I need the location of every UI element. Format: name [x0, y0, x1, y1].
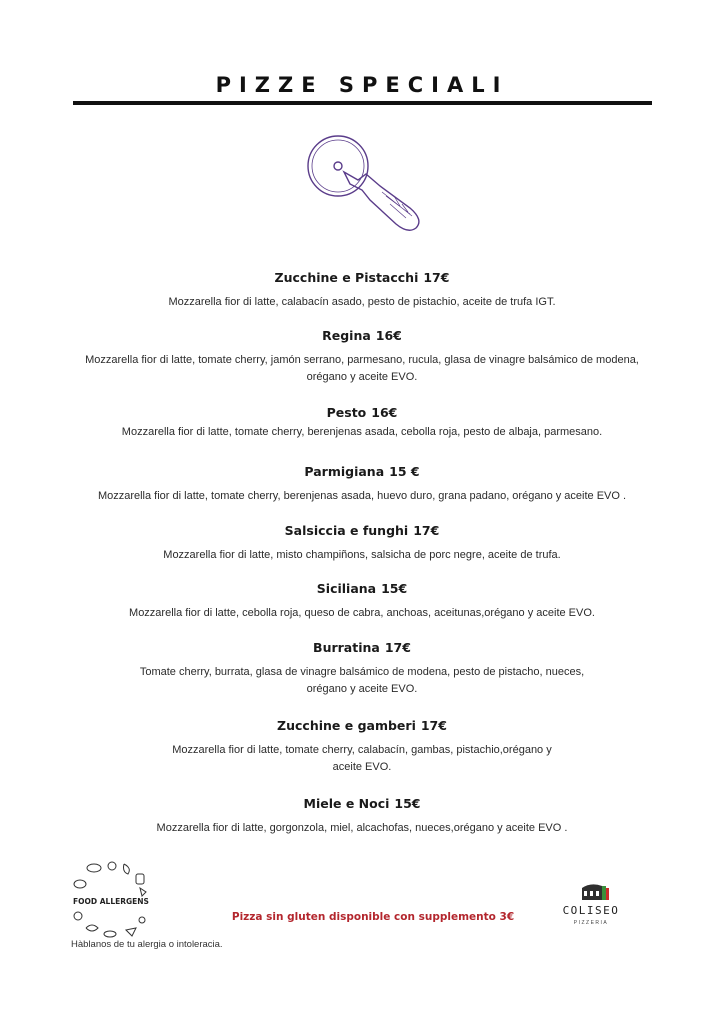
menu-item-price: 16€: [371, 405, 398, 420]
menu-item-description: Mozzarella fior di latte, misto champiñons, salsicha de porc negre, aceite de trufa.: [163, 549, 561, 561]
menu-item-title: [80, 405, 644, 420]
menu-item-price: 16€: [375, 328, 402, 343]
allergens-label: FOOD ALLERGENS: [73, 897, 149, 906]
menu-item-description: Mozzarella fior di latte, cebolla roja, queso de cabra, anchoas, aceitunas,orégano y aceite EVO.: [129, 607, 595, 619]
menu-item-title: [80, 718, 644, 733]
colosseum-icon: [560, 880, 622, 902]
menu-item-price: 17€: [420, 718, 447, 733]
coliseo-logo: [560, 880, 622, 932]
menu-item-description: Tomate cherry, burrata, glasa de vinagre balsámico de modena, pesto de pistacho, nueces, orégano y aceite EVO.: [139, 666, 585, 695]
menu-item-name: Zucchine e gamberi: [277, 718, 416, 733]
menu-item: [80, 581, 644, 622]
menu-item-description: Mozzarella fior di latte, tomate cherry, jamón serrano, parmesano, rucula, glasa de vinagre balsámico de modena, orégano y aceite EVO.: [85, 354, 639, 383]
menu-item-name: Pesto: [326, 405, 367, 420]
menu-item: [80, 270, 644, 311]
menu-item-title: [80, 796, 644, 811]
menu-item: [80, 464, 644, 505]
allergy-note: Hàblanos de tu alergia o intoleracia.: [71, 939, 223, 950]
menu-item-title: [80, 640, 644, 655]
menu-item-title: [80, 270, 644, 285]
menu-item: [80, 796, 644, 837]
menu-item-description: Mozzarella fior di latte, gorgonzola, miel, alcachofas, nueces,orégano y aceite EVO .: [156, 822, 568, 834]
title-divider: [73, 101, 652, 105]
menu-item-title: [80, 464, 644, 479]
menu-item: [80, 523, 644, 564]
logo-text: COLISEO: [562, 904, 620, 917]
menu-item-title: [80, 523, 644, 538]
menu-item-price: 15€: [394, 796, 421, 811]
menu-item-name: Salsiccia e funghi: [284, 523, 409, 538]
menu-item-price: 17€: [384, 640, 411, 655]
logo-subtext: PIZZERIA: [573, 920, 609, 926]
menu-item-name: Miele e Noci: [303, 796, 390, 811]
menu-item-title: [80, 581, 644, 596]
pizza-cutter-icon: [300, 134, 430, 238]
menu-item-name: Parmigiana: [304, 464, 385, 479]
menu-item-price: 17€: [423, 270, 450, 285]
food-allergens-icon: [66, 858, 156, 944]
menu-item: [80, 640, 644, 698]
menu-item: [80, 328, 644, 386]
menu-item-price: 17€: [413, 523, 440, 538]
menu-item-description: Mozzarella fior di latte, tomate cherry, berenjenas asada, cebolla roja, pesto de albaja, parmesano.: [121, 426, 603, 438]
menu-item-description: Mozzarella fior di latte, tomate cherry, calabacín, gambas, pistachio,orégano y aceite EVO.: [172, 744, 552, 773]
menu-item-price: 15€: [381, 581, 408, 596]
menu-item-name: Siciliana: [316, 581, 377, 596]
page-title: PIZZE SPECIALI: [215, 73, 509, 97]
menu-item: [80, 718, 644, 776]
menu-item-price: 15 €: [389, 464, 420, 479]
menu-item-name: Zucchine e Pistacchi: [274, 270, 419, 285]
menu-item-title: [80, 328, 644, 343]
menu-item: [80, 405, 644, 441]
menu-item-description: Mozzarella fior di latte, calabacín asado, pesto de pistachio, aceite de trufa IGT.: [168, 296, 556, 308]
gluten-free-note: Pizza sin gluten disponible con supplemento 3€: [231, 911, 515, 923]
menu-item-description: Mozzarella fior di latte, tomate cherry, berenjenas asada, huevo duro, grana padano, orégano y aceite EVO .: [97, 490, 627, 502]
menu-item-name: Burratina: [313, 640, 380, 655]
menu-item-name: Regina: [322, 328, 371, 343]
